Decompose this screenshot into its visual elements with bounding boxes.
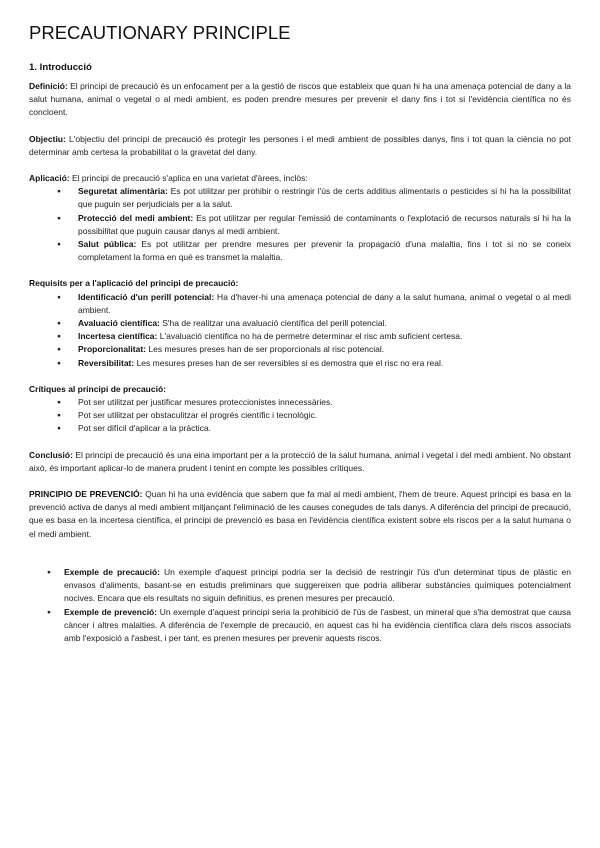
heading-requisits: Requisits per a l'aplicació del principi de precaució: [29,278,239,289]
text-prevencio: Quan hi ha una evidència que sabem que fa mal al medi ambient, l'hem de treure. Aquest principi es basa en la prevenció activa de danys al medi ambient mitjançant l'eliminació de les causes conegudes de tals danys. A diferència del principi de precaució, que es basa en la incertesa científica, el principi de prevenció es basa en l'evidència científica existent sobre els riscos per a la salut humana o el medi ambient. [29,489,571,539]
list-requisits [29,291,571,370]
item-label: Exemple de precaució: [64,566,160,577]
label-definicio: Definició: [29,81,68,91]
list-examples [29,566,571,645]
label-objectiu: Objectiu: [29,133,66,144]
paragraph-definicio [29,80,571,120]
item-text: S'ha de realitzar una avaluació científica del perill potencial. [159,318,387,329]
list-item [57,238,571,264]
text-aplicacio: El principi de precaució s'aplica en una varietat d'àrees, inclòs: [69,173,308,184]
list-item: ● Pot ser utilitzat per obstaculitzar el progrés científic i tecnològic. [57,409,571,422]
item-text: Un exemple d'aquest principi podria ser la decisió de restringir l'ús d'un determinat tipus de plàstic en envasos d'aliments, basant-se en estudis preliminars que suggereixen que podria alliberar substàncies químiques potencialment nocives. Encara que els resultats no siguin definitius, es prenen mesures per precaució. [64,566,571,604]
list-item [47,566,571,606]
item-text: Un exemple d'aquest principi seria la prohibició de l'ús de l'asbest, un mineral que s'ha demostrat que causa càncer i altres malalties. A diferència de l'exemple de precaució, en aquest cas hi ha evidència científica clara dels riscos associats amb l'exposició a l'asbest, i per tant, es prenen mesures per prevenir aquests riscos. [64,606,572,643]
item-label: Exemple de prevenció: [64,606,158,617]
label-aplicacio: Aplicació: [29,173,70,184]
item-text: Les mesures preses han de ser reversibles si es demostra que el risc no era real. [134,357,444,368]
page-title: PRECAUTIONARY PRINCIPLE [29,22,291,43]
paragraph-prevencio [29,488,571,541]
document-page [29,22,571,645]
paragraph-conclusio [29,449,571,475]
item-label: Seguretat alimentària: [78,186,168,197]
label-prevencio: PRINCIPIO DE PREVENCIÓ: [29,489,143,500]
item-text: Es pot utilitzar per regular l'emissió de contaminants o l'explotació de recursos naturals si hi ha la possibilitat que puguin causar danys al medi ambient. [78,212,571,236]
item-text: Les mesures preses han de ser proporcionals al risc potencial. [146,344,385,355]
paragraph-objectiu [29,133,571,159]
list-item [57,357,571,370]
item-label: Avaluació científica: [78,318,160,329]
list-item [57,330,571,343]
list-item [57,212,571,238]
label-conclusio: Conclusió: [29,449,73,460]
item-label: Protecció del medi ambient: [78,212,194,223]
item-text: Es pot utilitzar per prendre mesures per prevenir la propagació d'una malaltia, fins i tot si no se coneix completament la forma en què es transmet la malaltia. [78,239,571,263]
list-item: ● Pot ser utilitzat per justificar mesures proteccionistes innecessàries. [57,396,571,409]
item-label: Incertesa científica: [78,331,158,342]
list-critiques [29,396,571,436]
item-text: L'avaluació científica no ha de permetre determinar el risc amb suficient certesa. [157,331,463,342]
list-item: ● Pot ser difícil d'aplicar a la pràctica. [57,422,571,435]
item-label: Identificació d'un perill potencial: [78,291,215,302]
item-text: Es pot utilitzar per prohibir o restringir l'ús de certs additius alimentaris o pesticides si hi ha la possibilitat que puguin ser perjudicials per a la salut. [78,186,571,210]
list-item [57,343,571,356]
text-conclusio: El principi de precaució és una eina important per a la protecció de la salut humana, animal i vegetal i del medi ambient. No obstant això, és important aplicar-lo de manera prudent i tenint en compte les possibles crítiques. [29,449,571,473]
list-item [57,317,571,330]
heading-critiques: Crítiques al principi de precaució: [29,383,166,394]
list-item [57,185,571,211]
text-definicio: El principi de precaució és un enfocament per a la gestió de riscos que estableix que quan hi ha una amenaça potencial de dany a la salut humana, animal o vegetal o al medi ambient, es poden prendre mesures per prevenir el dany fins i tot si l'evidència científica no és concloent. [29,81,571,118]
text-objectiu: L'objectiu del principi de precaució és protegir les persones i el medi ambient de possibles danys, fins i tot quan la ciència no pot determinar amb certesa la probabilitat o la gravetat del dany. [29,133,571,157]
list-item [47,606,571,646]
paragraph-aplicacio [29,172,571,185]
item-text: Ha d'haver-hi una amenaça potencial de dany a la salut humana, animal o vegetal o al medi ambient. [78,291,571,315]
item-label: Proporcionalitat: [78,344,147,355]
list-aplicacio [29,185,571,264]
item-label: Salut pública: [78,239,137,250]
section-heading-introduccio: 1. Introducció [29,62,92,73]
list-item [57,291,571,317]
item-label: Reversibilitat: [78,357,135,368]
